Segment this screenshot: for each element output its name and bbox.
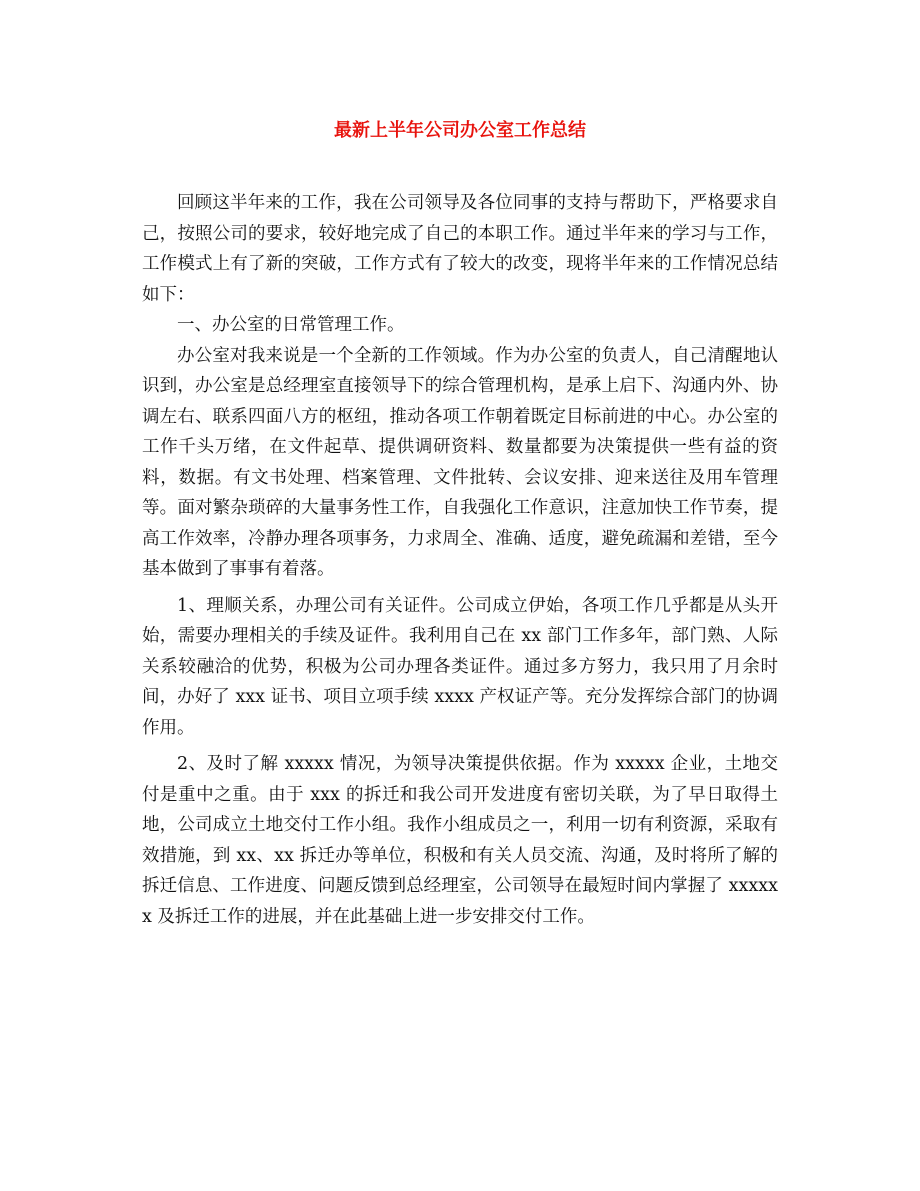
paragraph-intro: 回顾这半年来的工作，我在公司领导及各位同事的支持与帮助下，严格要求自己，按照公司的要求，较好地完成了自己的本职工作。通过半年来的学习与工作，工作模式上有了新的突破，工作方式有了较大的改变，现将半年来的工作情况总结如下： [142,193,778,305]
document-body [142,188,778,932]
paragraph-item-1-certificates: 1、理顺关系，办理公司有关证件。公司成立伊始，各项工作几乎都是从头开始，需要办理相关的手续及证件。我利用自己在 xx 部门工作多年，部门熟、人际关系较融洽的优势，积极为公司办理各类证件。通过多方努力，我只用了月余时间，办好了 xxx 证书、项目立项手续 xxxx 产权证产等。充分发挥综合部门的协调作用。 [142,595,778,738]
document-title: 最新上半年公司办公室工作总结 [334,120,586,141]
section-heading-daily-management: 一、办公室的日常管理工作。 [177,315,405,335]
paragraph-office-role: 办公室对我来说是一个全新的工作领域。作为办公室的负责人，自己清醒地认识到，办公室是总经理室直接领导下的综合管理机构，是承上启下、沟通内外、协调左右、联系四面八方的枢纽，推动各项工作朝着既定目标前进的中心。办公室的工作千头万绪，在文件起草、提供调研资料、数量都要为决策提供一些有益的资料，数据。有文书处理、档案管理、文件批转、会议安排、迎来送往及用车管理等。面对繁杂琐碎的大量事务性工作，自我强化工作意识，注意加快工作节奏，提高工作效率，冷静办理各项事务，力求周全、准确、适度，避免疏漏和差错，至今基本做到了事事有着落。 [142,345,778,579]
paragraph-item-2-land-delivery: 2、及时了解 xxxxx 情况，为领导决策提供依据。作为 xxxxx 企业，土地交付是重中之重。由于 xxx 的拆迁和我公司开发进度有密切关联，为了早日取得土地，公司成立土地交付工作小组。我作小组成员之一，利用一切有利资源，采取有效措施，到 xx、xx 拆迁办等单位，积极和有关人员交流、沟通，及时将所了解的拆迁信息、工作进度、问题反馈到总经理室，公司领导在最短时间内掌握了 xxxxxx 及拆迁工作的进展，并在此基础上进一步安排交付工作。 [142,754,778,927]
